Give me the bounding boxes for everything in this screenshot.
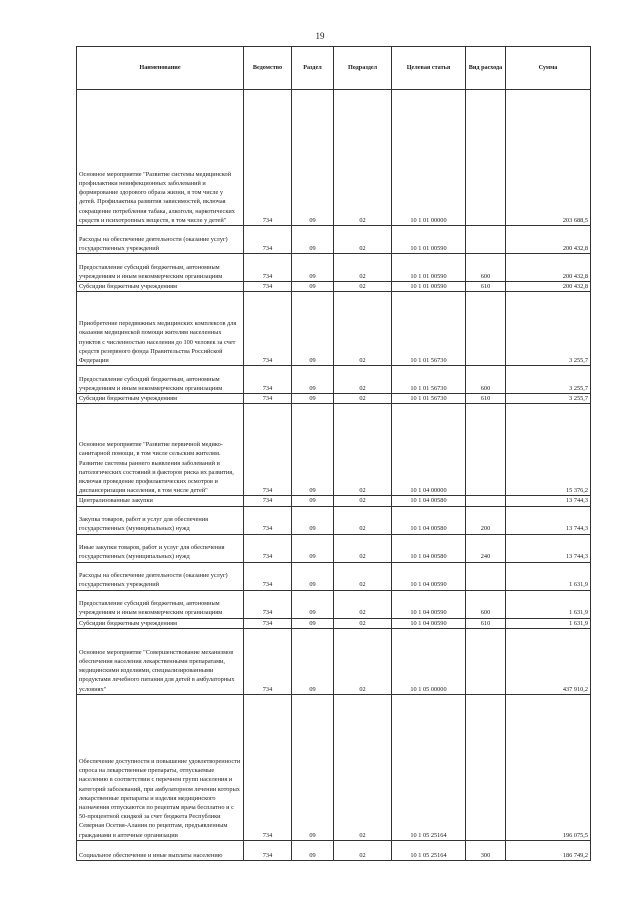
row-expense-type	[466, 226, 506, 254]
row-sum: 3 255,7	[506, 366, 591, 394]
table-row	[77, 534, 591, 562]
row-subsection: 02	[334, 562, 392, 590]
row-section: 09	[292, 254, 334, 282]
row-sum: 1 631,9	[506, 590, 591, 618]
row-expense-type: 610	[466, 618, 506, 628]
column-header-section: Раздел	[292, 47, 334, 90]
row-section: 09	[292, 90, 334, 226]
row-section: 09	[292, 628, 334, 694]
row-name: Субсидии бюджетным учреждениям	[77, 394, 244, 404]
table-header-row	[77, 47, 591, 90]
row-name: Централизованные закупки	[77, 496, 244, 506]
row-subsection: 02	[334, 226, 392, 254]
row-department: 734	[244, 226, 292, 254]
row-name: Основное мероприятие "Совершенствование механизмов обеспечения населения лекарственными препаратами, медицинскими изделиями, специализированными продуктами лечебного питания для детей в амбулаторных условиях"	[77, 628, 244, 694]
row-target-article: 10 1 01 00590	[392, 282, 466, 292]
row-expense-type: 600	[466, 254, 506, 282]
row-sum: 196 075,5	[506, 694, 591, 840]
row-target-article: 10 1 05 00000	[392, 628, 466, 694]
row-department: 734	[244, 506, 292, 534]
row-name: Иные закупки товаров, работ и услуг для обеспечения государственных (муниципальных) нужд	[77, 534, 244, 562]
row-name: Закупка товаров, работ и услуг для обеспечения государственных (муниципальных) нужд	[77, 506, 244, 534]
row-section: 09	[292, 506, 334, 534]
table-row	[77, 590, 591, 618]
column-header-subsection: Подраздел	[334, 47, 392, 90]
row-target-article: 10 1 01 00590	[392, 254, 466, 282]
row-subsection: 02	[334, 534, 392, 562]
row-expense-type: 240	[466, 534, 506, 562]
row-expense-type: 600	[466, 590, 506, 618]
table-row	[77, 404, 591, 496]
row-subsection: 02	[334, 840, 392, 860]
row-name: Расходы на обеспечение деятельности (оказание услуг) государственных учреждений	[77, 562, 244, 590]
row-target-article: 10 1 04 00580	[392, 496, 466, 506]
row-sum: 3 255,7	[506, 394, 591, 404]
row-expense-type	[466, 694, 506, 840]
row-department: 734	[244, 840, 292, 860]
row-subsection: 02	[334, 618, 392, 628]
row-subsection: 02	[334, 282, 392, 292]
row-expense-type	[466, 628, 506, 694]
row-name: Предоставление субсидий бюджетным, автономным учреждениям и иным некоммерческим организациям	[77, 254, 244, 282]
page-number: 19	[315, 31, 325, 41]
row-department: 734	[244, 562, 292, 590]
row-expense-type	[466, 90, 506, 226]
row-target-article: 10 1 04 00590	[392, 618, 466, 628]
row-expense-type	[466, 562, 506, 590]
row-section: 09	[292, 590, 334, 618]
row-target-article: 10 1 01 56730	[392, 394, 466, 404]
row-sum: 200 432,8	[506, 226, 591, 254]
row-department: 734	[244, 618, 292, 628]
table-row	[77, 292, 591, 366]
row-target-article: 10 1 04 00580	[392, 534, 466, 562]
row-name: Расходы на обеспечение деятельности (оказание услуг) государственных учреждений	[77, 226, 244, 254]
row-target-article: 10 1 04 00590	[392, 562, 466, 590]
row-name: Основное мероприятие "Развитие первичной медико-санитарной помощи, в том числе сельским жителям. Развитие системы раннего выявления заболеваний и патологических состояний и факторов риска их развития, включая проведение профилактических осмотров и диспансеризации населения, в том числе детей"	[77, 404, 244, 496]
row-expense-type	[466, 404, 506, 496]
row-expense-type	[466, 292, 506, 366]
row-section: 09	[292, 394, 334, 404]
row-name: Основное мероприятие "Развитие системы медицинской профилактики неинфекционных заболеваний и формирование здорового образа жизни, в том числе у детей. Профилактика развития зависимостей, включая сокращение потребления табака, алкоголя, наркотических средств и психотропных веществ, в том числе у детей"	[77, 90, 244, 226]
row-sum: 3 255,7	[506, 292, 591, 366]
row-subsection: 02	[334, 404, 392, 496]
table-row	[77, 506, 591, 534]
table-row	[77, 90, 591, 226]
table-row	[77, 226, 591, 254]
table-row	[77, 366, 591, 394]
column-header-sum: Сумма	[506, 47, 591, 90]
row-sum: 186 749,2	[506, 840, 591, 860]
row-sum: 200 432,8	[506, 254, 591, 282]
row-department: 734	[244, 254, 292, 282]
row-name: Субсидии бюджетным учреждениям	[77, 282, 244, 292]
row-name: Приобретение передвижных медицинских комплексов для оказания медицинской помощи жителям населенных пунктов с численностью населения до 100 человек за счет средств резервного фонда Правительства Российской Федерации	[77, 292, 244, 366]
row-target-article: 10 1 01 00000	[392, 90, 466, 226]
row-subsection: 02	[334, 366, 392, 394]
row-section: 09	[292, 226, 334, 254]
row-target-article: 10 1 04 00590	[392, 590, 466, 618]
column-header-target-article: Целевая статья	[392, 47, 466, 90]
row-subsection: 02	[334, 254, 392, 282]
row-section: 09	[292, 282, 334, 292]
table-row	[77, 496, 591, 506]
budget-table	[76, 46, 591, 861]
row-subsection: 02	[334, 628, 392, 694]
row-department: 734	[244, 394, 292, 404]
row-section: 09	[292, 366, 334, 394]
row-sum: 203 688,5	[506, 90, 591, 226]
row-subsection: 02	[334, 496, 392, 506]
row-target-article: 10 1 05 25164	[392, 840, 466, 860]
row-department: 734	[244, 404, 292, 496]
column-header-department: Ведомство	[244, 47, 292, 90]
row-name: Предоставление субсидий бюджетным, автономным учреждениям и иным некоммерческим организациям	[77, 590, 244, 618]
row-target-article: 10 1 05 25164	[392, 694, 466, 840]
row-department: 734	[244, 694, 292, 840]
row-section: 09	[292, 292, 334, 366]
row-expense-type	[466, 496, 506, 506]
row-sum: 15 376,2	[506, 404, 591, 496]
row-department: 734	[244, 496, 292, 506]
row-department: 734	[244, 282, 292, 292]
row-sum: 200 432,8	[506, 282, 591, 292]
row-target-article: 10 1 04 00580	[392, 506, 466, 534]
row-sum: 1 631,9	[506, 562, 591, 590]
row-name: Социальное обеспечение и иные выплаты населению	[77, 840, 244, 860]
row-expense-type: 610	[466, 394, 506, 404]
row-section: 09	[292, 694, 334, 840]
row-subsection: 02	[334, 292, 392, 366]
row-name: Обеспечение доступности и повышение удовлетворенности спроса на лекарственные препараты, отпускаемые населению в соответствии с перечнем групп населения и категорий заболеваний, при амбулаторном лечении которых лекарственные препараты и изделия медицинского назначения отпускаются по рецептам врача бесплатно и с 50-процентной скидкой за счет бюджета Республики Северная Осетия-Алания по рецептам, предъявленным гражданами в аптечные организации	[77, 694, 244, 840]
row-target-article: 10 1 01 00590	[392, 226, 466, 254]
column-header-name: Наименование	[77, 47, 244, 90]
row-department: 734	[244, 292, 292, 366]
table-row	[77, 694, 591, 840]
table-row	[77, 618, 591, 628]
table-row	[77, 254, 591, 282]
table-row	[77, 394, 591, 404]
row-sum: 13 744,3	[506, 496, 591, 506]
row-subsection: 02	[334, 694, 392, 840]
table-row	[77, 282, 591, 292]
row-department: 734	[244, 534, 292, 562]
row-subsection: 02	[334, 90, 392, 226]
row-target-article: 10 1 01 56730	[392, 366, 466, 394]
row-subsection: 02	[334, 590, 392, 618]
row-name: Предоставление субсидий бюджетным, автономным учреждениям и иным некоммерческим организациям	[77, 366, 244, 394]
row-subsection: 02	[334, 506, 392, 534]
row-section: 09	[292, 534, 334, 562]
row-sum: 1 631,9	[506, 618, 591, 628]
row-department: 734	[244, 590, 292, 618]
row-section: 09	[292, 840, 334, 860]
table-row	[77, 562, 591, 590]
row-section: 09	[292, 496, 334, 506]
row-sum: 13 744,3	[506, 534, 591, 562]
row-section: 09	[292, 404, 334, 496]
row-section: 09	[292, 562, 334, 590]
row-sum: 13 744,3	[506, 506, 591, 534]
column-header-expense-type: Вид расхода	[466, 47, 506, 90]
row-expense-type: 200	[466, 506, 506, 534]
row-expense-type: 600	[466, 366, 506, 394]
row-department: 734	[244, 628, 292, 694]
table-row	[77, 840, 591, 860]
row-expense-type: 300	[466, 840, 506, 860]
row-section: 09	[292, 618, 334, 628]
row-department: 734	[244, 90, 292, 226]
row-name: Субсидии бюджетным учреждениям	[77, 618, 244, 628]
table-row	[77, 628, 591, 694]
row-subsection: 02	[334, 394, 392, 404]
row-sum: 437 910,2	[506, 628, 591, 694]
row-target-article: 10 1 04 00000	[392, 404, 466, 496]
row-expense-type: 610	[466, 282, 506, 292]
row-department: 734	[244, 366, 292, 394]
row-target-article: 10 1 01 56730	[392, 292, 466, 366]
